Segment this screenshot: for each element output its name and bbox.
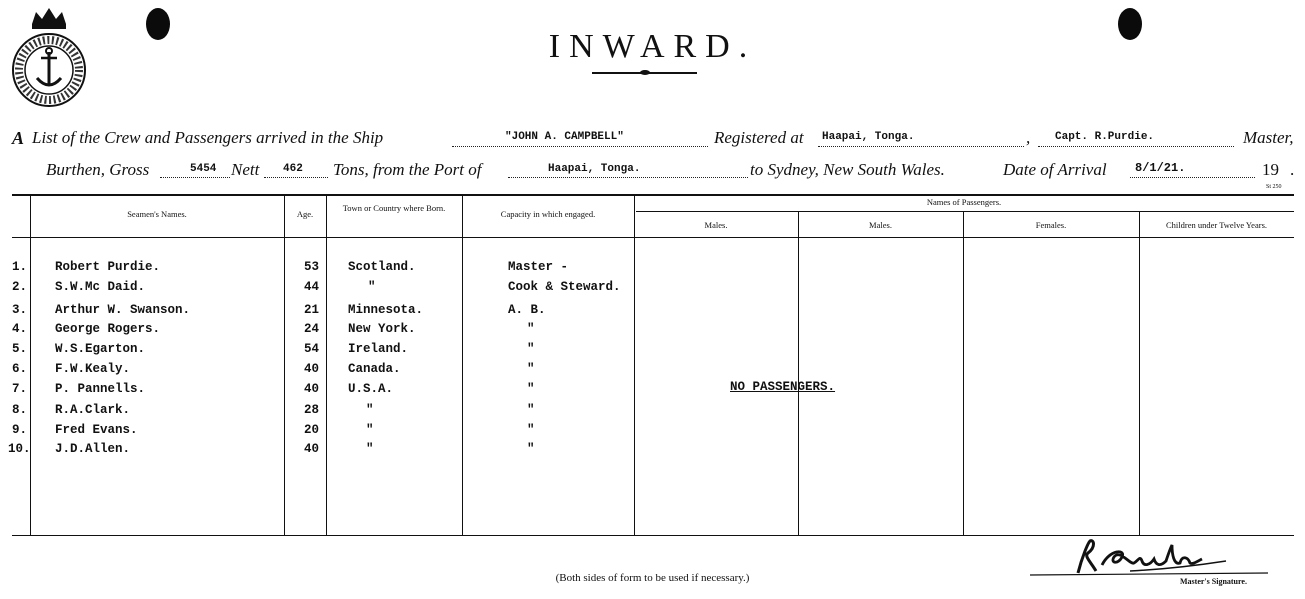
tons-from-port-label: Tons, from the Port of [333,160,482,179]
header-males-2: Males. [869,220,892,230]
list-prefix-a: A [12,128,25,148]
master-signature-label: Master's Signature. [1180,577,1247,586]
seaman-capacity: " [527,442,535,456]
seaman-capacity: " [527,403,535,417]
seaman-capacity: " [527,322,535,336]
master-signature [1030,535,1270,583]
row-number: 6. [12,362,28,376]
seaman-birthplace: " [368,280,376,294]
seaman-age: 44 [304,280,320,294]
seaman-name: J.D.Allen. [55,442,131,456]
row-number: 2. [12,280,28,294]
seaman-age: 20 [304,423,320,437]
passenger-subheader-rule [636,211,1294,212]
seaman-birthplace: " [366,423,374,437]
seaman-birthplace: " [366,403,374,417]
nett-label: Nett [231,160,260,179]
registered-at-line [818,146,1024,147]
header-born: Town or Country where Born. [342,203,446,213]
col-divider-males1 [798,211,799,535]
title-ornament [640,70,650,75]
captain-value: Capt. R.Purdie. [1055,131,1155,143]
row-number: 5. [12,342,28,356]
table-top-rule [12,194,1294,196]
row-number: 8. [12,403,28,417]
registered-at-value: Haapai, Tonga. [822,131,915,143]
row-number: 10. [8,442,31,456]
seaman-birthplace: Scotland. [348,260,416,274]
header-females: Females. [1035,220,1067,230]
seaman-capacity: Cook & Steward. [508,280,621,294]
form-title: INWARD. [548,28,757,65]
seaman-birthplace: Minnesota. [348,303,424,317]
seaman-capacity: Master - [508,260,569,274]
gross-value: 5454 [190,163,217,175]
seaman-age: 54 [304,342,320,356]
header-capacity: Capacity in which engaged. [500,209,596,219]
seaman-capacity: " [527,382,535,396]
line-end-period: . [1290,160,1295,179]
seaman-capacity: A. B. [508,303,546,317]
col-divider-born [462,195,463,535]
seaman-age: 40 [304,382,320,396]
seaman-capacity: " [527,342,535,356]
col-divider-num [30,195,31,535]
seaman-birthplace: Ireland. [348,342,409,356]
row-number: 1. [12,260,28,274]
seaman-birthplace: Canada. [348,362,401,376]
col-divider-females [1139,211,1140,535]
col-divider-capacity [634,195,635,535]
port-line [508,177,748,178]
no-passengers-note: NO PASSENGERS. [730,380,836,394]
seaman-birthplace: " [366,442,374,456]
nett-line [264,177,328,178]
seaman-birthplace: U.S.A. [348,382,394,396]
nett-value: 462 [283,163,303,175]
date-line [1130,177,1255,178]
form-code: St 250 [1266,184,1282,190]
master-label: Master, [1243,128,1294,147]
seaman-name: Fred Evans. [55,423,138,437]
seaman-age: 40 [304,442,320,456]
gross-line [160,177,230,178]
seaman-name: F.W.Kealy. [55,362,131,376]
port-value: Haapai, Tonga. [548,163,641,175]
seaman-name: R.A.Clark. [55,403,131,417]
ship-name-line [452,146,708,147]
seaman-name: P. Pannells. [55,382,146,396]
col-divider-name [284,195,285,535]
col-divider-age [326,195,327,535]
row-number: 4. [12,322,28,336]
to-sydney-label: to Sydney, New South Wales. [750,160,945,179]
header-males-1: Males. [704,220,728,230]
seaman-age: 21 [304,303,320,317]
header-age: Age. [296,209,314,219]
footer-note: (Both sides of form to be used if necessary.) [555,572,750,584]
seaman-capacity: " [527,362,535,376]
date-of-arrival-label: Date of Arrival [1003,160,1107,179]
row-number: 9. [12,423,28,437]
seaman-name: Arthur W. Swanson. [55,303,191,317]
list-of-crew-label: List of the Crew and Passengers arrived in the Ship [32,128,384,147]
header-seamen-names: Seamen's Names. [127,209,187,219]
seaman-capacity: " [527,423,535,437]
seaman-birthplace: New York. [348,322,416,336]
seaman-age: 40 [304,362,320,376]
burthen-label: Burthen, Gross [46,160,150,179]
col-divider-males2 [963,211,964,535]
registered-at-label: Registered at [714,128,804,147]
seaman-name: George Rogers. [55,322,161,336]
seaman-age: 24 [304,322,320,336]
header-names-of-passengers: Names of Passengers. [926,197,1002,207]
seaman-name: S.W.Mc Daid. [55,280,146,294]
ship-name-value: "JOHN A. CAMPBELL" [505,131,624,143]
year-label: 19 [1262,160,1279,179]
captain-line [1038,146,1234,147]
row-number: 3. [12,303,28,317]
seaman-name: Robert Purdie. [55,260,161,274]
seaman-name: W.S.Egarton. [55,342,146,356]
date-value: 8/1/21. [1135,161,1186,175]
seaman-age: 53 [304,260,320,274]
table-header-rule [12,237,1294,238]
seaman-age: 28 [304,403,320,417]
header-children: Children under Twelve Years. [1166,220,1267,230]
row-number: 7. [12,382,28,396]
comma-separator: , [1026,128,1031,147]
